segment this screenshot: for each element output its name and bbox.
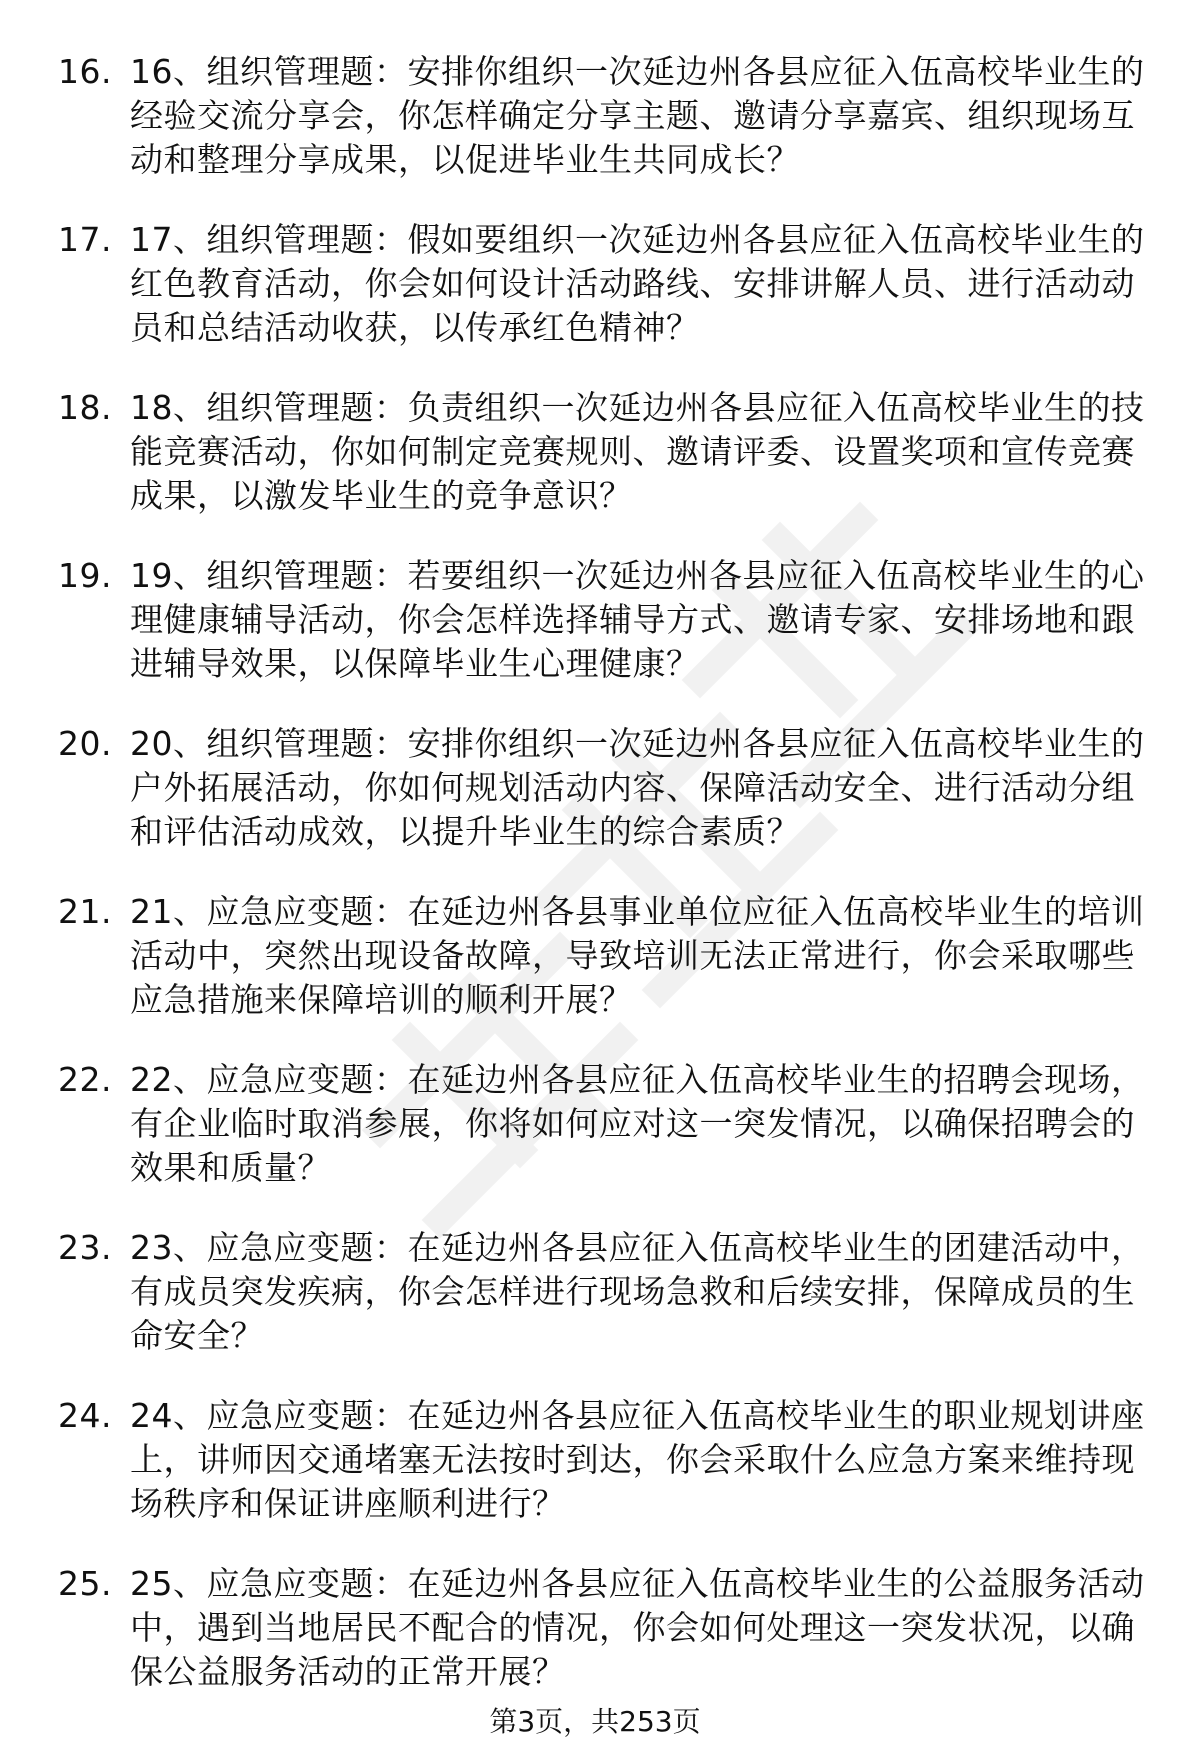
question-text: 23、应急应变题：在延边州各县应征入伍高校毕业生的团建活动中，有成员突发疾病，你会怎样进行现场急救和后续安排，保障成员的生命安全？: [130, 1228, 1145, 1355]
question-number: 24.: [58, 1396, 112, 1435]
question-text: 16、组织管理题：安排你组织一次延边州各县应征入伍高校毕业生的经验交流分享会，你怎样确定分享主题、邀请分享嘉宾、组织现场互动和整理分享成果，以促进毕业生共同成长？: [130, 52, 1145, 179]
question-list: [58, 50, 1158, 1694]
question-number: 20.: [58, 724, 112, 763]
page-footer: 第3页，共253页: [489, 1705, 701, 1738]
question-item: [58, 722, 1158, 854]
question-text: 25、应急应变题：在延边州各县应征入伍高校毕业生的公益服务活动中，遇到当地居民不配合的情况，你会如何处理这一突发状况，以确保公益服务活动的正常开展？: [130, 1564, 1145, 1691]
question-number: 22.: [58, 1060, 112, 1099]
question-number: 16.: [58, 52, 112, 91]
question-item: [58, 1394, 1158, 1526]
question-number: 17.: [58, 220, 112, 259]
question-number: 25.: [58, 1564, 112, 1603]
question-number: 19.: [58, 556, 112, 595]
question-text: 24、应急应变题：在延边州各县应征入伍高校毕业生的职业规划讲座上，讲师因交通堵塞无法按时到达，你会采取什么应急方案来维持现场秩序和保证讲座顺利进行？: [130, 1396, 1145, 1523]
question-text: 22、应急应变题：在延边州各县应征入伍高校毕业生的招聘会现场，有企业临时取消参展，你将如何应对这一突发情况，以确保招聘会的效果和质量？: [130, 1060, 1145, 1187]
question-item: [58, 1058, 1158, 1190]
question-item: [58, 386, 1158, 518]
question-text: 21、应急应变题：在延边州各县事业单位应征入伍高校毕业生的培训活动中，突然出现设备故障，导致培训无法正常进行，你会采取哪些应急措施来保障培训的顺利开展？: [130, 892, 1145, 1019]
question-number: 23.: [58, 1228, 112, 1267]
question-item: [58, 218, 1158, 350]
question-item: [58, 554, 1158, 686]
question-item: [58, 50, 1158, 182]
question-text: 19、组织管理题：若要组织一次延边州各县应征入伍高校毕业生的心理健康辅导活动，你会怎样选择辅导方式、邀请专家、安排场地和跟进辅导效果，以保障毕业生心理健康？: [130, 556, 1145, 683]
question-text: 20、组织管理题：安排你组织一次延边州各县应征入伍高校毕业生的户外拓展活动，你如何规划活动内容、保障活动安全、进行活动分组和评估活动成效，以提升毕业生的综合素质？: [130, 724, 1145, 851]
question-item: [58, 1562, 1158, 1694]
question-number: 21.: [58, 892, 112, 931]
question-item: [58, 1226, 1158, 1358]
question-item: [58, 890, 1158, 1022]
question-text: 18、组织管理题：负责组织一次延边州各县应征入伍高校毕业生的技能竞赛活动，你如何制定竞赛规则、邀请评委、设置奖项和宣传竞赛成果，以激发毕业生的竞争意识？: [130, 388, 1145, 515]
question-text: 17、组织管理题：假如要组织一次延边州各县应征入伍高校毕业生的红色教育活动，你会如何设计活动路线、安排讲解人员、进行活动动员和总结活动收获，以传承红色精神？: [130, 220, 1145, 347]
question-number: 18.: [58, 388, 112, 427]
